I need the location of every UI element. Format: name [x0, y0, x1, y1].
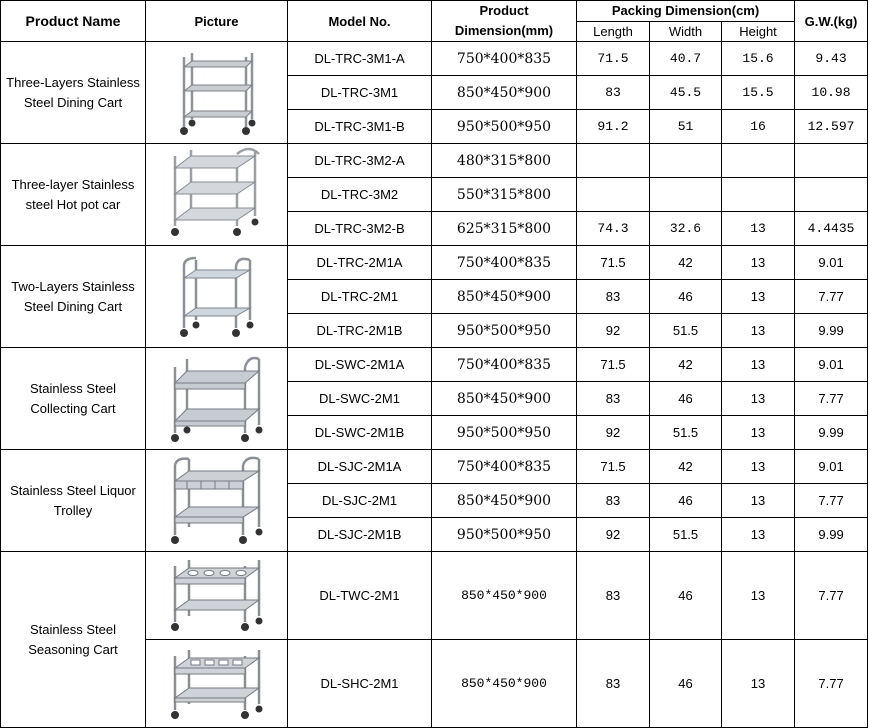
width-cell: 51.5: [650, 314, 722, 348]
length-cell: 83: [577, 280, 650, 314]
height-cell: 13: [722, 484, 795, 518]
gw-cell: 9.01: [795, 348, 868, 382]
dimension-cell: 950*500*950: [432, 416, 577, 450]
length-cell: 71.5: [577, 42, 650, 76]
width-cell: 46: [650, 280, 722, 314]
dimension-cell: 850*450*900: [432, 76, 577, 110]
length-cell: 83: [577, 484, 650, 518]
gw-cell: [795, 144, 868, 178]
gw-cell: 7.77: [795, 484, 868, 518]
width-cell: 51.5: [650, 518, 722, 552]
three-layer-dining-cart-icon: [146, 42, 288, 144]
gw-cell: 9.01: [795, 450, 868, 484]
model-cell: DL-TRC-3M1-B: [288, 110, 432, 144]
length-cell: 83: [577, 640, 650, 728]
gw-cell: 9.01: [795, 246, 868, 280]
width-cell: 42: [650, 246, 722, 280]
model-cell: DL-TRC-3M2-B: [288, 212, 432, 246]
model-cell: DL-TRC-2M1B: [288, 314, 432, 348]
width-cell: 40.7: [650, 42, 722, 76]
gw-cell: 7.77: [795, 382, 868, 416]
height-cell: 15.5: [722, 76, 795, 110]
dimension-cell: 750*400*835: [432, 42, 577, 76]
dimension-cell: 480*315*800: [432, 144, 577, 178]
liquor-trolley-icon: [146, 450, 288, 552]
model-cell: DL-TRC-3M1: [288, 76, 432, 110]
dimension-cell: 550*315*800: [432, 178, 577, 212]
model-cell: DL-SHC-2M1: [288, 640, 432, 728]
dimension-cell: 850*450*900: [432, 382, 577, 416]
width-cell: 46: [650, 382, 722, 416]
gw-cell: 12.597: [795, 110, 868, 144]
length-cell: 71.5: [577, 246, 650, 280]
length-cell: 71.5: [577, 348, 650, 382]
width-cell: 46: [650, 484, 722, 518]
length-cell: 92: [577, 314, 650, 348]
model-cell: DL-TRC-2M1A: [288, 246, 432, 280]
table-row: [1, 552, 868, 640]
width-cell: 46: [650, 552, 722, 640]
width-cell: 42: [650, 348, 722, 382]
dimension-cell: 750*400*835: [432, 246, 577, 280]
height-cell: 15.6: [722, 42, 795, 76]
gw-cell: 7.77: [795, 552, 868, 640]
length-cell: 91.2: [577, 110, 650, 144]
model-cell: DL-TWC-2M1: [288, 552, 432, 640]
width-cell: 45.5: [650, 76, 722, 110]
width-cell: 42: [650, 450, 722, 484]
header-product-dimension-line2: Dimension(mm): [454, 23, 554, 38]
header-packing-dimension: Packing Dimension(cm): [577, 1, 795, 22]
table-row: [1, 348, 868, 382]
gw-cell: 4.4435: [795, 212, 868, 246]
gw-cell: 7.77: [795, 280, 868, 314]
gw-cell: 9.99: [795, 314, 868, 348]
model-cell: DL-TRC-3M2-A: [288, 144, 432, 178]
dimension-cell: 625*315*800: [432, 212, 577, 246]
width-cell: 46: [650, 640, 722, 728]
width-cell: [650, 178, 722, 212]
gw-cell: 9.43: [795, 42, 868, 76]
length-cell: [577, 144, 650, 178]
product-name-cell: Two-Layers Stainless Steel Dining Cart: [1, 246, 146, 348]
width-cell: 51.5: [650, 416, 722, 450]
model-cell: DL-TRC-3M1-A: [288, 42, 432, 76]
height-cell: 13: [722, 314, 795, 348]
table-row: [1, 246, 868, 280]
table-row: [1, 144, 868, 178]
gw-cell: [795, 178, 868, 212]
length-cell: 92: [577, 518, 650, 552]
dimension-cell: 950*500*950: [432, 314, 577, 348]
gw-cell: 9.99: [795, 518, 868, 552]
length-cell: 83: [577, 76, 650, 110]
height-cell: 13: [722, 280, 795, 314]
model-cell: DL-SJC-2M1B: [288, 518, 432, 552]
dimension-cell: 850*450*900: [432, 280, 577, 314]
gw-cell: 10.98: [795, 76, 868, 110]
height-cell: 13: [722, 212, 795, 246]
model-cell: DL-SWC-2M1B: [288, 416, 432, 450]
dimension-cell: 850*450*900: [432, 640, 577, 728]
width-cell: 51: [650, 110, 722, 144]
height-cell: 16: [722, 110, 795, 144]
dimension-cell: 750*400*835: [432, 450, 577, 484]
header-width: Width: [650, 21, 722, 42]
header-height: Height: [722, 21, 795, 42]
model-cell: DL-TRC-2M1: [288, 280, 432, 314]
header-picture: Picture: [146, 1, 288, 42]
hot-pot-cart-icon: [146, 144, 288, 246]
gw-cell: 9.99: [795, 416, 868, 450]
length-cell: 71.5: [577, 450, 650, 484]
length-cell: 92: [577, 416, 650, 450]
product-name-cell: Stainless Steel Liquor Trolley: [1, 450, 146, 552]
seasoning-cart-icon: [146, 552, 288, 640]
model-cell: DL-SWC-2M1: [288, 382, 432, 416]
dimension-cell: 850*450*900: [432, 484, 577, 518]
dimension-cell: 750*400*835: [432, 348, 577, 382]
dimension-cell: 950*500*950: [432, 518, 577, 552]
width-cell: [650, 144, 722, 178]
height-cell: [722, 144, 795, 178]
height-cell: [722, 178, 795, 212]
seasoning-cart-alt-icon: [146, 640, 288, 728]
height-cell: 13: [722, 382, 795, 416]
model-cell: DL-TRC-3M2: [288, 178, 432, 212]
length-cell: 74.3: [577, 212, 650, 246]
table-row: [1, 42, 868, 76]
height-cell: 13: [722, 640, 795, 728]
product-name-cell: Stainless Steel Seasoning Cart: [1, 552, 146, 728]
header-length: Length: [577, 21, 650, 42]
model-cell: DL-SJC-2M1: [288, 484, 432, 518]
model-cell: DL-SJC-2M1A: [288, 450, 432, 484]
height-cell: 13: [722, 246, 795, 280]
height-cell: 13: [722, 348, 795, 382]
header-gw: G.W.(kg): [795, 1, 868, 42]
gw-cell: 7.77: [795, 640, 868, 728]
product-name-cell: Three-layer Stainless steel Hot pot car: [1, 144, 146, 246]
length-cell: 83: [577, 382, 650, 416]
product-name-cell: Three-Layers Stainless Steel Dining Cart: [1, 42, 146, 144]
header-product-name: Product Name: [1, 1, 146, 42]
height-cell: 13: [722, 552, 795, 640]
width-cell: 32.6: [650, 212, 722, 246]
height-cell: 13: [722, 450, 795, 484]
dimension-cell: 950*500*950: [432, 110, 577, 144]
dimension-cell: 850*450*900: [432, 552, 577, 640]
header-product-dimension-line1: Product: [479, 3, 529, 18]
height-cell: 13: [722, 518, 795, 552]
collecting-cart-icon: [146, 348, 288, 450]
model-cell: DL-SWC-2M1A: [288, 348, 432, 382]
table-row: [1, 450, 868, 484]
header-product-dimension: [432, 1, 577, 42]
length-cell: 83: [577, 552, 650, 640]
product-name-cell: Stainless Steel Collecting Cart: [1, 348, 146, 450]
two-layer-dining-cart-icon: [146, 246, 288, 348]
header-model-no: Model No.: [288, 1, 432, 42]
length-cell: [577, 178, 650, 212]
height-cell: 13: [722, 416, 795, 450]
